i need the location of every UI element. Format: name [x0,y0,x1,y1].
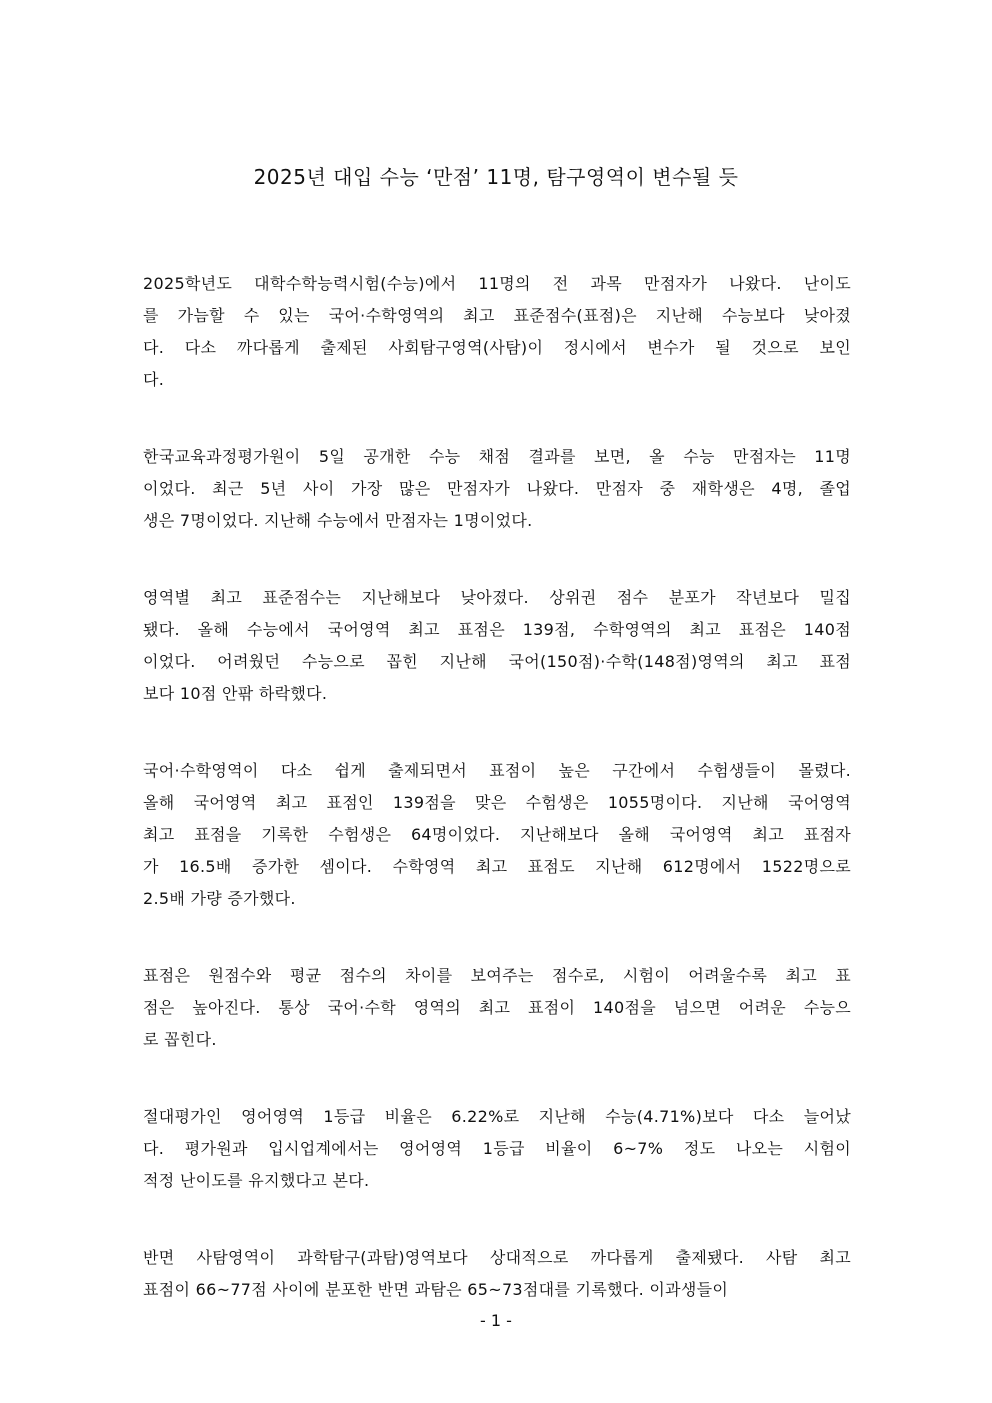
paragraph-line: 국어·수학영역이 다소 쉽게 출제되면서 표점이 높은 구간에서 수험생들이 몰렸다. [143,761,851,780]
paragraph-line: 2.5배 가량 증가했다. [143,889,296,908]
paragraph-line: 올해 국어영역 최고 표점인 139점을 맞은 수험생은 1055명이다. 지난해 국어영역 [143,793,851,812]
paragraph-line: 한국교육과정평가원이 5일 공개한 수능 채점 결과를 보면, 올 수능 만점자는 11명 [143,447,851,466]
paragraph-line: 다. 평가원과 입시업계에서는 영어영역 1등급 비율이 6~7% 정도 나오는 시험이 [143,1139,851,1158]
paragraph [143,755,851,915]
paragraph-line: 생은 7명이었다. 지난해 수능에서 만점자는 1명이었다. [143,511,533,530]
paragraph [143,960,851,1056]
paragraph-line: 가 16.5배 증가한 셈이다. 수학영역 최고 표점도 지난해 612명에서 1522명으로 [143,857,851,876]
paragraph-line: 2025학년도 대학수학능력시험(수능)에서 11명의 전 과목 만점자가 나왔다. 난이도 [143,274,851,293]
paragraph-line: 다. 다소 까다롭게 출제된 사회탐구영역(사탐)이 정시에서 변수가 될 것으로 보인 [143,338,851,357]
document-title: 2025년 대입 수능 ‘만점’ 11명, 탐구영역이 변수될 듯 [253,165,739,189]
paragraph-line: 표점이 66~77점 사이에 분포한 반면 과탐은 65~73점대를 기록했다. 이과생들이 [143,1280,729,1299]
paragraph-line: 로 꼽힌다. [143,1030,217,1049]
paragraph-line: 됐다. 올해 수능에서 국어영역 최고 표점은 139점, 수학영역의 최고 표점은 140점 [143,620,851,639]
paragraph-line: 절대평가인 영어영역 1등급 비율은 6.22%로 지난해 수능(4.71%)보다 다소 늘어났 [143,1107,851,1126]
paragraph-line: 보다 10점 안팎 하락했다. [143,684,328,703]
paragraph-line: 최고 표점을 기록한 수험생은 64명이었다. 지난해보다 올해 국어영역 최고 표점자 [143,825,851,844]
paragraph [143,582,851,710]
paragraph [143,268,851,396]
paragraph-line: 적정 난이도를 유지했다고 본다. [143,1171,370,1190]
paragraph [143,441,851,537]
paragraph-line: 를 가늠할 수 있는 국어·수학영역의 최고 표준점수(표점)은 지난해 수능보다 낮아졌 [143,306,851,325]
paragraph-line: 이었다. 어려웠던 수능으로 꼽힌 지난해 국어(150점)·수학(148점)영역의 최고 표점 [143,652,851,671]
paragraph-line: 반면 사탐영역이 과학탐구(과탐)영역보다 상대적으로 까다롭게 출제됐다. 사탐 최고 [143,1248,851,1267]
paragraph-line: 점은 높아진다. 통상 국어·수학 영역의 최고 표점이 140점을 넘으면 어려운 수능으 [143,998,851,1017]
paragraph [143,1101,851,1197]
paragraph-line: 다. [143,370,165,389]
paragraph-line: 이었다. 최근 5년 사이 가장 많은 만점자가 나왔다. 만점자 중 재학생은 4명, 졸업 [143,479,851,498]
document-body [143,268,851,1351]
paragraph-line: 영역별 최고 표준점수는 지난해보다 낮아졌다. 상위권 점수 분포가 작년보다 밀집 [143,588,851,607]
paragraph-line: 표점은 원점수와 평균 점수의 차이를 보여주는 점수로, 시험이 어려울수록 최고 표 [143,966,851,985]
page-number: - 1 - [480,1311,512,1330]
paragraph [143,1242,851,1306]
